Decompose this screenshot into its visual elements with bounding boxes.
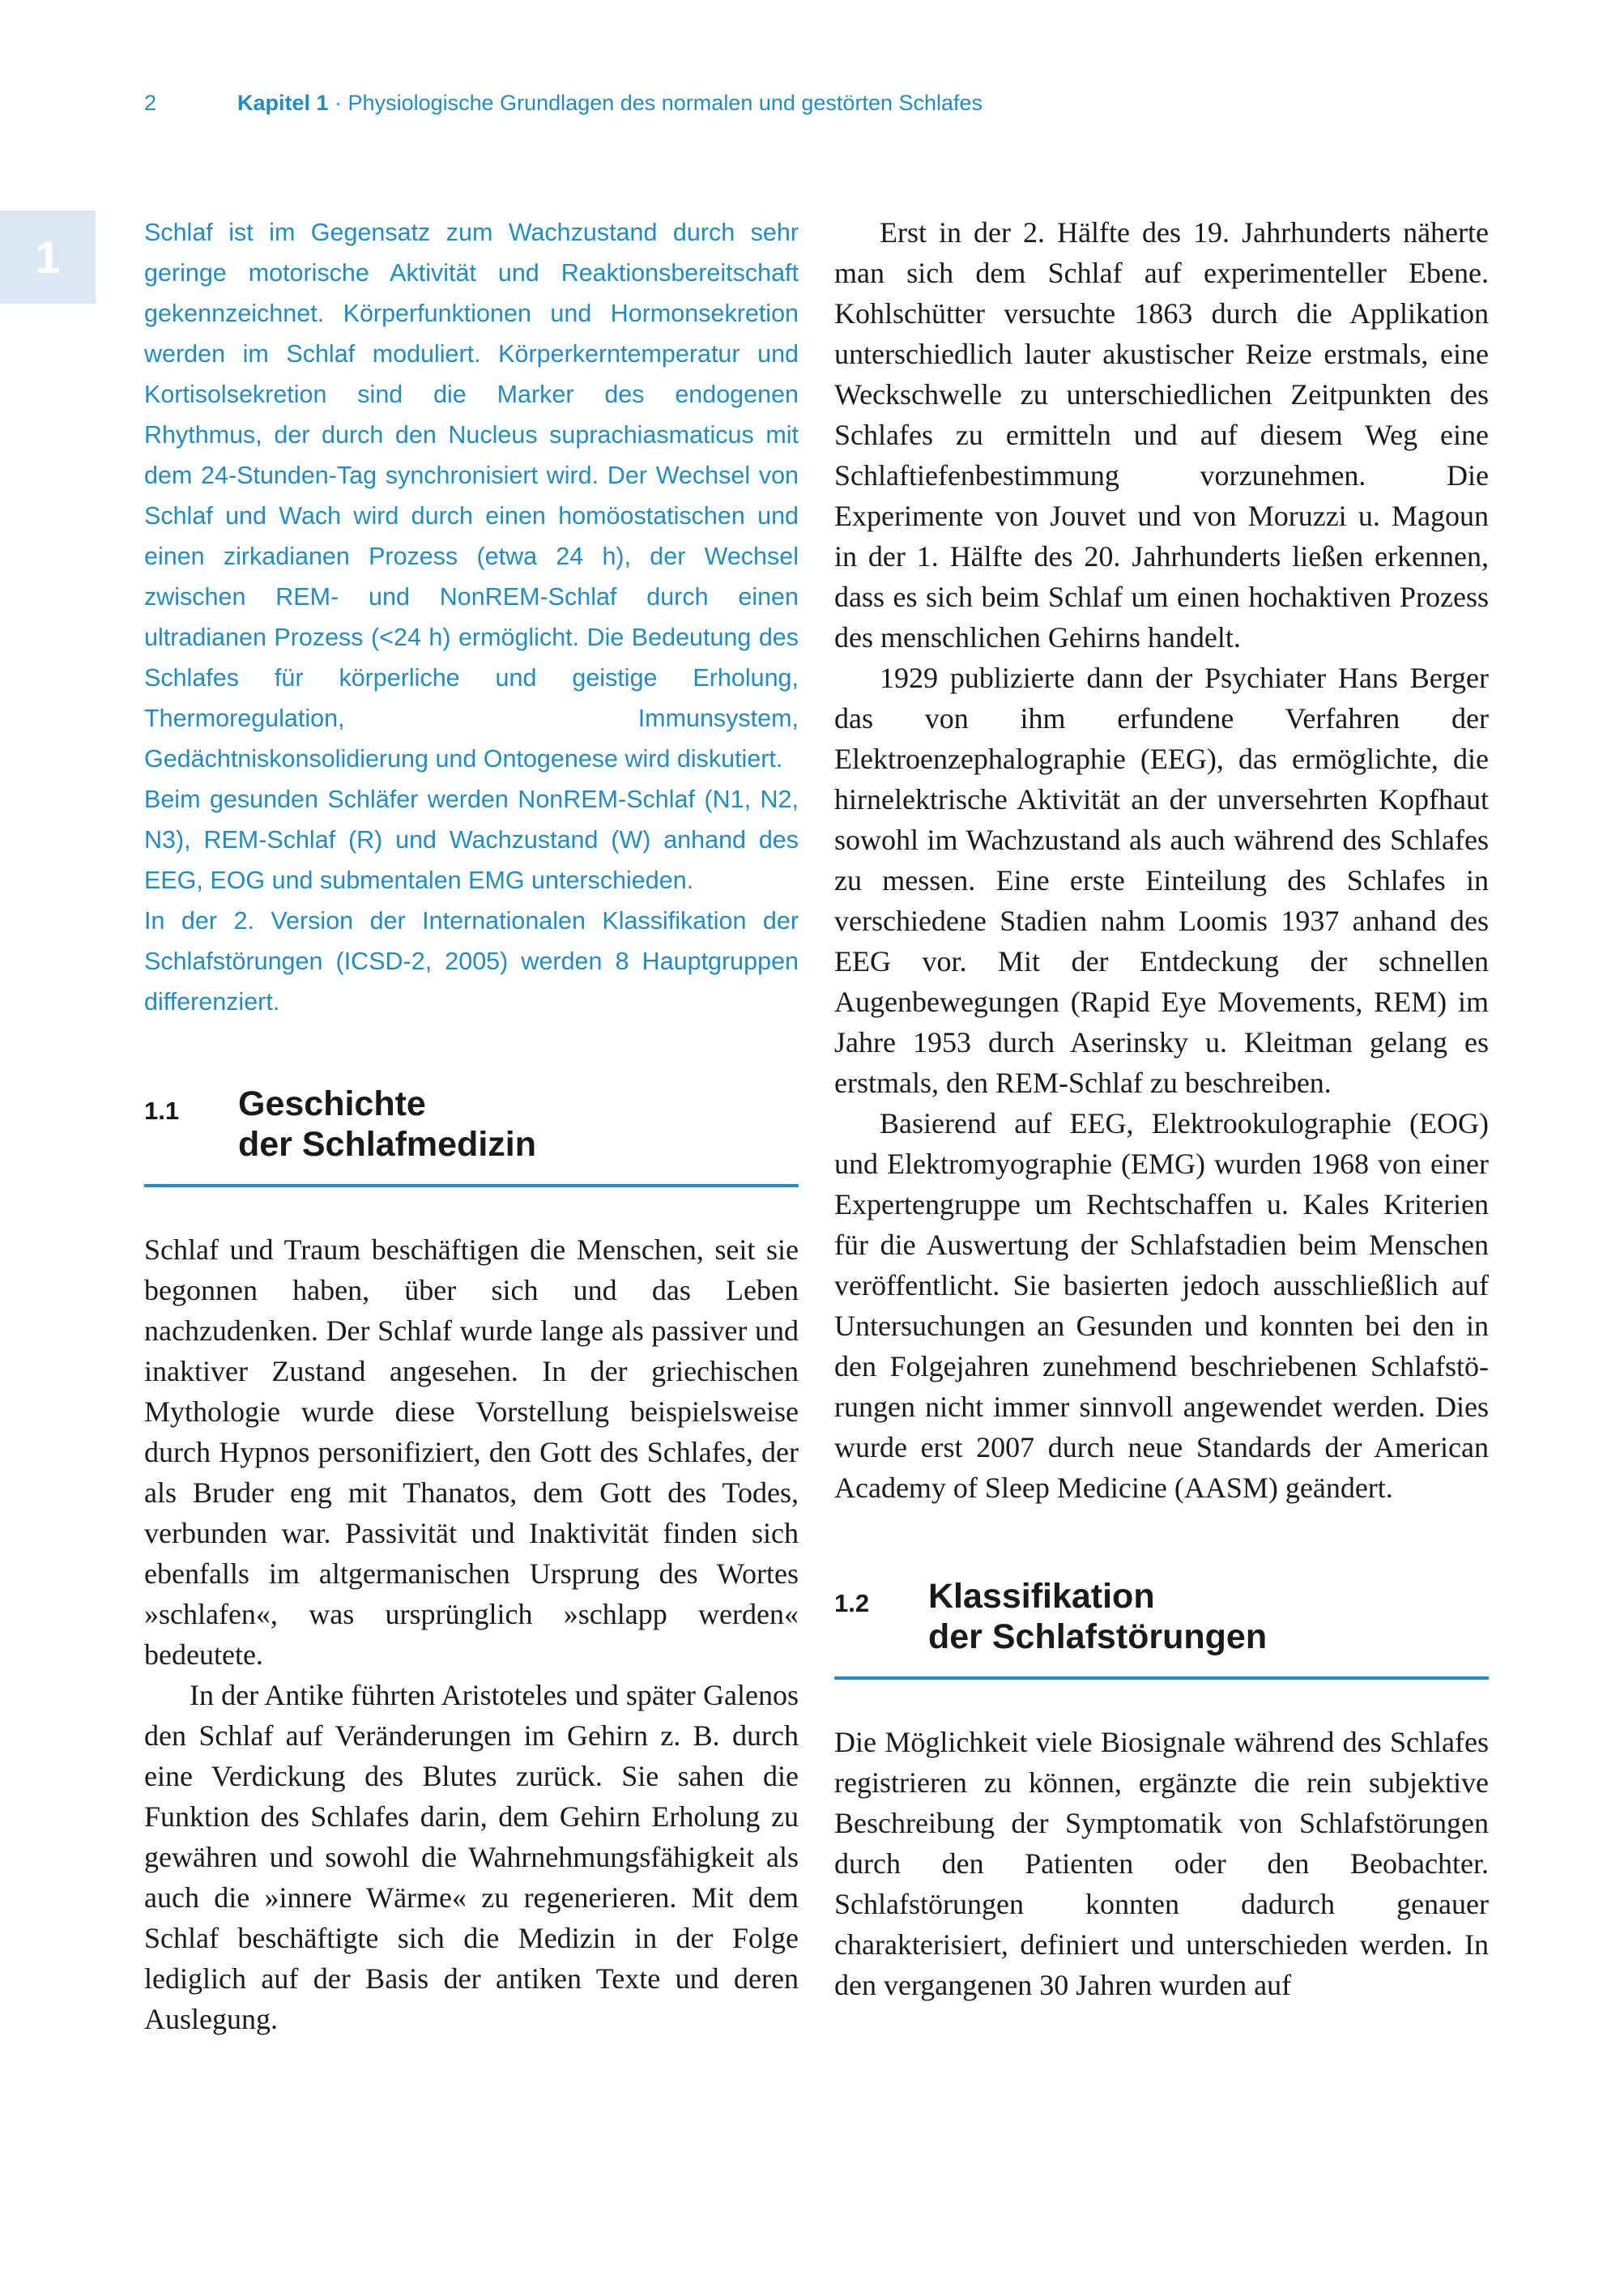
page-number: 2 bbox=[144, 91, 157, 115]
left-column bbox=[144, 212, 799, 2039]
chapter-heading bbox=[237, 91, 983, 116]
section-rule bbox=[834, 1676, 1489, 1680]
chapter-tab: 1 bbox=[0, 211, 96, 304]
section-1-1-body-continued bbox=[834, 212, 1489, 1508]
section-number: 1.2 bbox=[834, 1589, 870, 1617]
chapter-abstract bbox=[144, 212, 799, 1022]
running-header bbox=[144, 91, 1481, 123]
section-title-line: der Schlafstörungen bbox=[928, 1617, 1268, 1656]
body-paragraph: Erst in der 2. Hälfte des 19. Jahrhunderts näherte man sich dem Schlaf auf experimenteller Ebene. Kohlschütter versuchte 1863 durch die Applikation unterschiedlich lauter akustischer Reize erstmals, eine Weckschwelle zu unterschiedlichen Zeitpunkten des Schlafes zu ermitteln und auf diesem Weg eine Schlaftiefenbestimmung vorzunehmen. Die Experimente von Jouvet und von Moruzzi u. Magoun in der 1. Hälfte des 20. Jahrhunderts ließen erkennen, dass es sich beim Schlaf um einen hochaktiven Prozess des menschlichen Gehirns handelt. bbox=[834, 216, 1489, 654]
section-title bbox=[928, 1576, 1489, 1657]
body-paragraph: Schlaf und Traum beschäftigen die Menschen, seit sie begonnen haben, über sich und das Leben nachzudenken. Der Schlaf wurde lange als passiver und inaktiver Zustand angesehen. In der griechischen Mythologie wurde diese Vorstellung beispielsweise durch Hypnos personifiziert, den Gott des Schlafes, der als Bruder eng mit Thanatos, dem Gott des Todes, verbunden war. Passivität und Inaktivität finden sich ebenfalls im altgermanischen Ursprung des Wortes »schlafen«, was ursprünglich »schlapp werden« bedeutete. bbox=[144, 1233, 799, 1671]
body-paragraph: In der Antike führten Aristoteles und später Galenos den Schlaf auf Veränderungen im Gehirn z. B. durch eine Verdickung des Blutes zurück. Sie sahen die Funktion des Schlafes darin, dem Gehirn Erholung zu gewähren und sowohl die Wahrnehmungsfähigkeit als auch die »innere Wärme« zu regenerieren. Mit dem Schlaf beschäftigte sich die Medizin in der Folge lediglich auf der Basis der antiken Texte und deren Auslegung. bbox=[144, 1679, 799, 2035]
right-column bbox=[834, 212, 1489, 2005]
body-paragraph: Basierend auf EEG, Elektrookulographie (EOG) und Elektromyographie (EMG) wurden 1968 von einer Expertengruppe um Rechtschaffen u. Kales Kriterien für die Auswertung der Schlafstadien beim Menschen veröffentlicht. Sie basierten jedoch ausschließlich auf Untersuchungen an Gesunden und konnten bei den in den Folgejahren zunehmend beschriebenen Schlafstörungen nicht immer sinnvoll angewendet werden. Dies wurde erst 2007 durch neue Standards der American Academy of Sleep Medicine (AASM) geändert. bbox=[834, 1107, 1489, 1504]
section-title-line: Klassifikation bbox=[928, 1577, 1155, 1616]
section-rule bbox=[144, 1184, 799, 1187]
section-1-2-body bbox=[834, 1722, 1489, 2005]
body-paragraph: 1929 publizierte dann der Psychiater Hans Berger das von ihm erfundene Verfahren der Elektroenzephalographie (EEG), das ermöglichte, die hirnelektrische Aktivität an der unversehrten Kopfhaut sowohl im Wachzustand als auch während des Schlafes zu messen. Eine erste Einteilung des Schlafes in verschiedene Stadien nahm Loomis 1937 anhand des EEG vor. Mit der Entdeckung der schnellen Augenbewegungen (Rapid Eye Movements, REM) im Jahre 1953 durch Aserinsky u. Kleitman gelang es erstmals, den REM-Schlaf zu beschreiben. bbox=[834, 662, 1489, 1099]
abstract-paragraph: In der 2. Version der Internationalen Klassifikation der Schlafstörungen (ICSD-2, 2005) werden 8 Hauptgruppen differenziert. bbox=[144, 907, 799, 1016]
section-title-line: Geschichte bbox=[238, 1084, 426, 1123]
section-number: 1.1 bbox=[144, 1097, 180, 1125]
section-title bbox=[238, 1084, 799, 1165]
section-heading-1-2 bbox=[834, 1576, 1489, 1680]
section-title-line: der Schlafmedizin bbox=[238, 1125, 536, 1164]
abstract-paragraph: Schlaf ist im Gegensatz zum Wachzustand durch sehr geringe motorische Aktivität und Reaktionsbereitschaft gekennzeichnet. Körperfunktionen und Hormonsekretion werden im Schlaf moduliert. Körperkerntemperatur und Kortisolsekretion sind die Marker des endogenen Rhythmus, der durch den Nucleus suprachiasmaticus mit dem 24-Stunden-Tag synchronisiert wird. Der Wechsel von Schlaf und Wach wird durch einen homöostatischen und einen zirkadianen Prozess (etwa 24 h), der Wechsel zwischen REM- und NonREM-Schlaf durch einen ultradianen Prozess (<24 h) ermöglicht. Die Bedeutung des Schlafes für körperliche und geistige Erholung, Thermoregulation, Immunsystem, Gedächtniskonsolidierung und Ontogenese wird diskutiert. bbox=[144, 219, 799, 773]
section-1-1-body bbox=[144, 1229, 799, 2039]
chapter-title: · Physiologische Grundlagen des normalen und gestörten Schlafes bbox=[328, 91, 983, 115]
chapter-label: Kapitel 1 bbox=[237, 91, 329, 115]
abstract-paragraph: Beim gesunden Schläfer werden NonREM-Schlaf (N1, N2, N3), REM-Schlaf (R) und Wachzustand (W) anhand des EEG, EOG und submentalen EMG unterschieden. bbox=[144, 786, 799, 894]
body-paragraph: Die Möglichkeit viele Biosignale während des Schlafes registrieren zu können, ergänzte die rein subjektive Beschreibung der Symptomatik von Schlafstörungen durch den Patienten oder den Beobachter. Schlafstörungen konnten dadurch genauer charakterisiert, definiert und unterschieden werden. In den vergangenen 30 Jahren wurden auf bbox=[834, 1726, 1489, 2001]
section-heading-1-1 bbox=[144, 1084, 799, 1187]
